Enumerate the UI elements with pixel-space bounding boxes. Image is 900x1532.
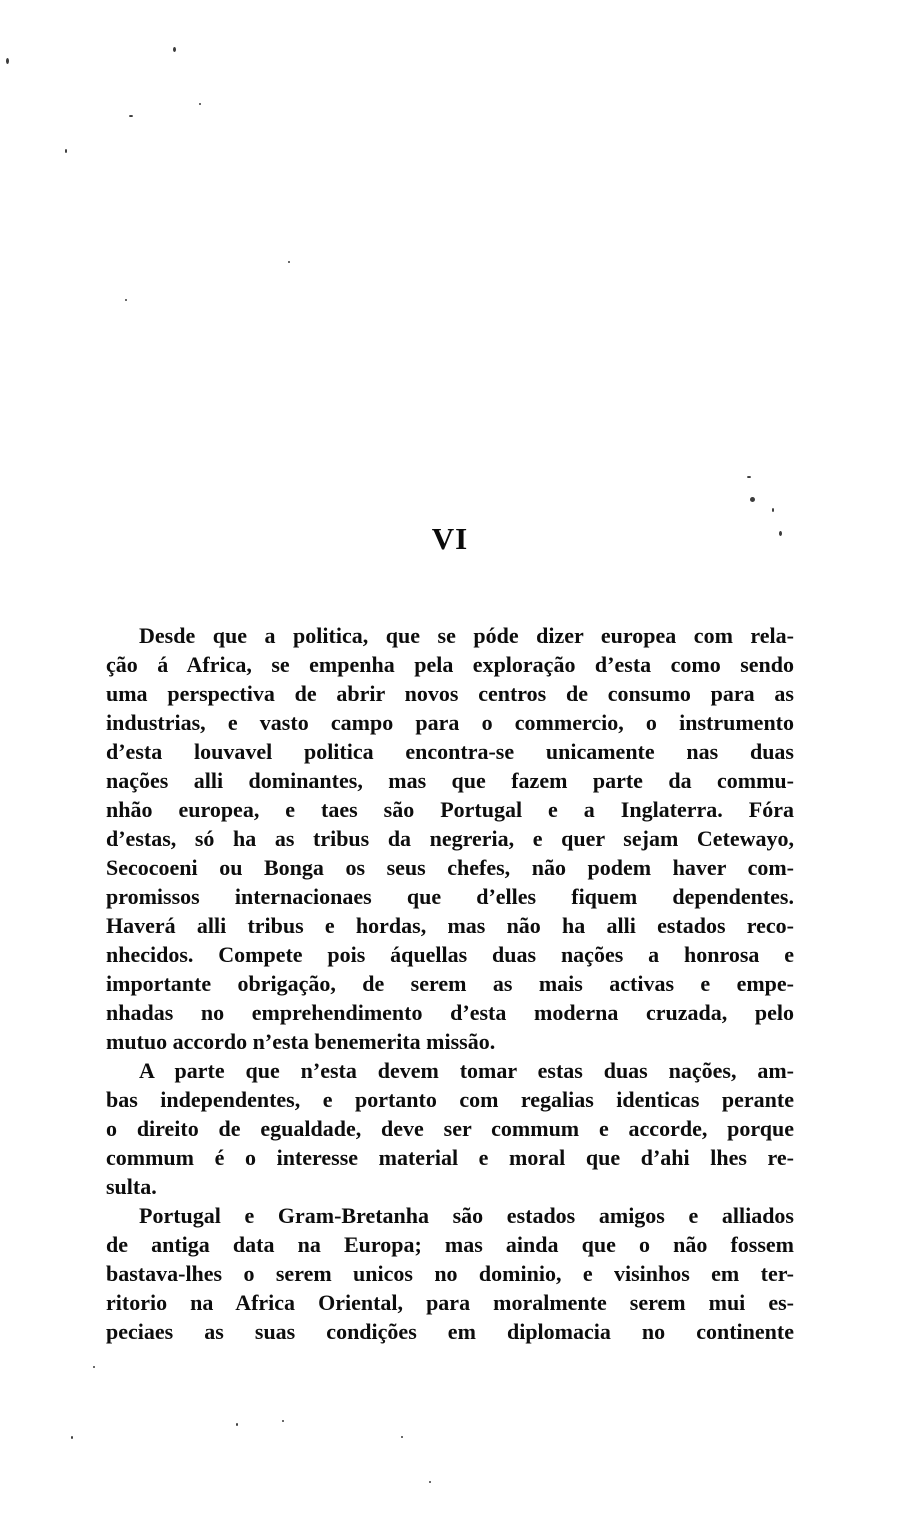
scan-speck [401, 1436, 403, 1438]
text-line: peciaes as suas condições em diplomacia no continente [106, 1319, 794, 1344]
text-line: nhadas no emprehendimento d’esta moderna cruzada, pelo [106, 1000, 794, 1025]
text-line: nações alli dominantes, mas que fazem parte da commu- [106, 768, 794, 793]
scan-speck [65, 149, 67, 153]
text-line: bastava-lhes o serem unicos no dominio, e visinhos em ter- [106, 1261, 794, 1286]
scan-speck [779, 531, 782, 536]
text-line: bas independentes, e portanto com regalias identicas perante [106, 1087, 794, 1112]
scan-speck [173, 47, 176, 52]
text-line: uma perspectiva de abrir novos centros de consumo para as [106, 681, 794, 706]
scan-speck [429, 1481, 431, 1483]
scan-speck [747, 476, 751, 478]
text-line: commum é o interesse material e moral que d’ahi lhes re- [106, 1145, 794, 1170]
body-text [106, 621, 794, 1346]
text-line: importante obrigação, de serem as mais activas e empe- [106, 971, 794, 996]
text-line: Secocoeni ou Bonga os seus chefes, não podem haver com- [106, 855, 794, 880]
text-line: Desde que a politica, que se póde dizer europea com rela- [139, 623, 794, 648]
scan-speck [125, 299, 127, 301]
scan-speck [6, 58, 9, 64]
text-line: nhecidos. Compete pois áquellas duas nações a honrosa e [106, 942, 794, 967]
scan-speck [93, 1366, 95, 1368]
text-line: Haverá alli tribus e hordas, mas não ha alli estados reco- [106, 913, 794, 938]
scan-speck [282, 1420, 284, 1422]
chapter-heading: VI [431, 521, 469, 556]
paragraph-3 [106, 1201, 794, 1346]
scan-speck [199, 103, 201, 105]
paragraph-1 [106, 621, 794, 1056]
scan-speck [288, 261, 290, 263]
text-line: de antiga data na Europa; mas ainda que o não fossem [106, 1232, 794, 1257]
text-line: sulta. [106, 1174, 157, 1199]
scan-speck [236, 1423, 238, 1426]
text-line: mutuo accordo n’esta benemerita missão. [106, 1029, 496, 1054]
text-line: d’esta louvavel politica encontra-se unicamente nas duas [106, 739, 794, 764]
text-line: ritorio na Africa Oriental, para moralmente serem mui es- [106, 1290, 794, 1315]
scan-speck [71, 1436, 73, 1439]
text-line: promissos internacionaes que d’elles fiquem dependentes. [106, 884, 794, 909]
text-line: d’estas, só ha as tribus da negreria, e quer sejam Cetewayo, [106, 826, 794, 851]
text-line: Portugal e Gram-Bretanha são estados amigos e alliados [139, 1203, 794, 1228]
text-line: ção á Africa, se empenha pela exploração d’esta como sendo [106, 652, 794, 677]
text-line: A parte que n’esta devem tomar estas duas nações, am- [139, 1058, 794, 1083]
scan-speck [750, 497, 755, 502]
text-line: o direito de egualdade, deve ser commum e accorde, porque [106, 1116, 794, 1141]
text-line: industrias, e vasto campo para o commercio, o instrumento [106, 710, 794, 735]
paragraph-2 [106, 1056, 794, 1201]
scan-speck [129, 115, 133, 117]
scan-speck [772, 508, 774, 512]
text-line: nhão europea, e taes são Portugal e a Inglaterra. Fóra [106, 797, 794, 822]
